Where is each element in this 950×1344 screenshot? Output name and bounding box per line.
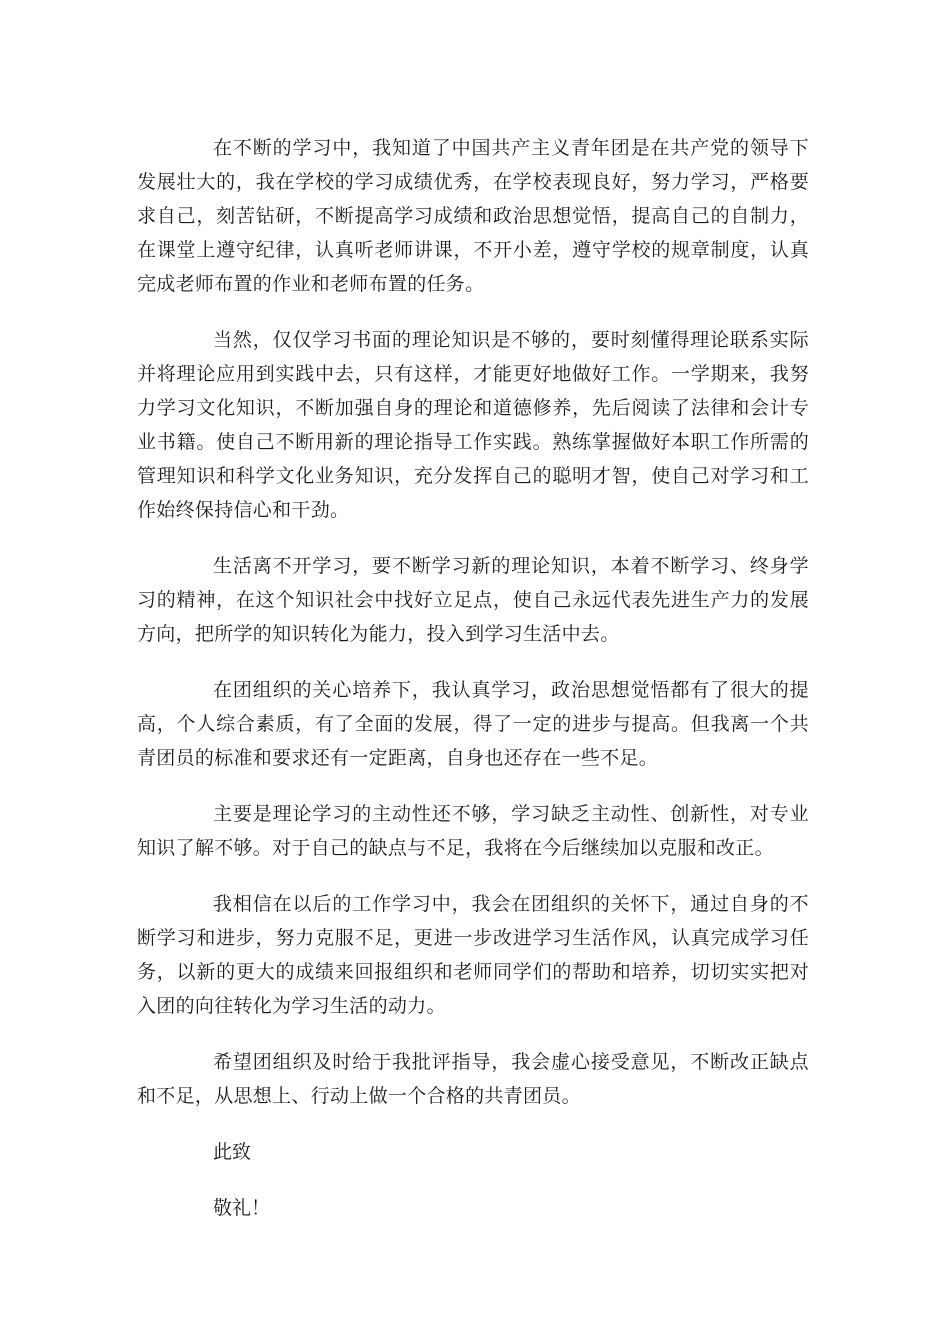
paragraph-6: 我相信在以后的工作学习中，我会在团组织的关怀下，通过自身的不断学习和进步，努力克服不足，更进一步改进学习生活作风，认真完成学习任务，以新的更大的成绩来回报组织和老师同学们的帮助和培养，切切实实把对入团的向往转化为学习生活的动力。	[137, 893, 809, 1017]
paragraph-4: 在团组织的关心培养下，我认真学习，政治思想觉悟都有了很大的提高，个人综合素质，有了全面的发展，得了一定的进步与提高。但我离一个共青团员的标准和要求还有一定距离，自身也还存在一些不足。	[137, 679, 809, 769]
document-body	[137, 131, 809, 1247]
paragraph-2: 当然，仅仅学习书面的理论知识是不够的，要时刻懂得理论联系实际并将理论应用到实践中去，只有这样，才能更好地做好工作。一学期来，我努力学习文化知识，不断加强自身的理论和道德修养，先后阅读了法律和会计专业书籍。使自己不断用新的理论指导工作实践。熟练掌握做好本职工作所需的管理知识和科学文化业务知识，充分发挥自己的聪明才智，使自己对学习和工作始终保持信心和干劲。	[137, 329, 809, 521]
closing-salutation: 此致	[213, 1141, 252, 1163]
paragraph-3: 生活离不开学习，要不断学习新的理论知识，本着不断学习、终身学习的精神，在这个知识社会中找好立足点，使自己永远代表先进生产力的发展方向，把所学的知识转化为能力，投入到学习生活中去。	[137, 555, 809, 645]
paragraph-7: 希望团组织及时给于我批评指导，我会虚心接受意见，不断改正缺点和不足，从思想上、行动上做一个合格的共青团员。	[137, 1051, 809, 1107]
paragraph-5: 主要是理论学习的主动性还不够，学习缺乏主动性、创新性，对专业知识了解不够。对于自己的缺点与不足，我将在今后继续加以克服和改正。	[137, 803, 809, 859]
paragraph-1: 在不断的学习中，我知道了中国共产主义青年团是在共产党的领导下发展壮大的，我在学校的学习成绩优秀，在学校表现良好，努力学习，严格要求自己，刻苦钻研，不断提高学习成绩和政治思想觉悟，提高自己的自制力，在课堂上遵守纪律，认真听老师讲课，不开小差，遵守学校的规章制度，认真完成老师布置的作业和老师布置的任务。	[137, 137, 809, 295]
closing-regards: 敬礼！	[213, 1197, 271, 1219]
